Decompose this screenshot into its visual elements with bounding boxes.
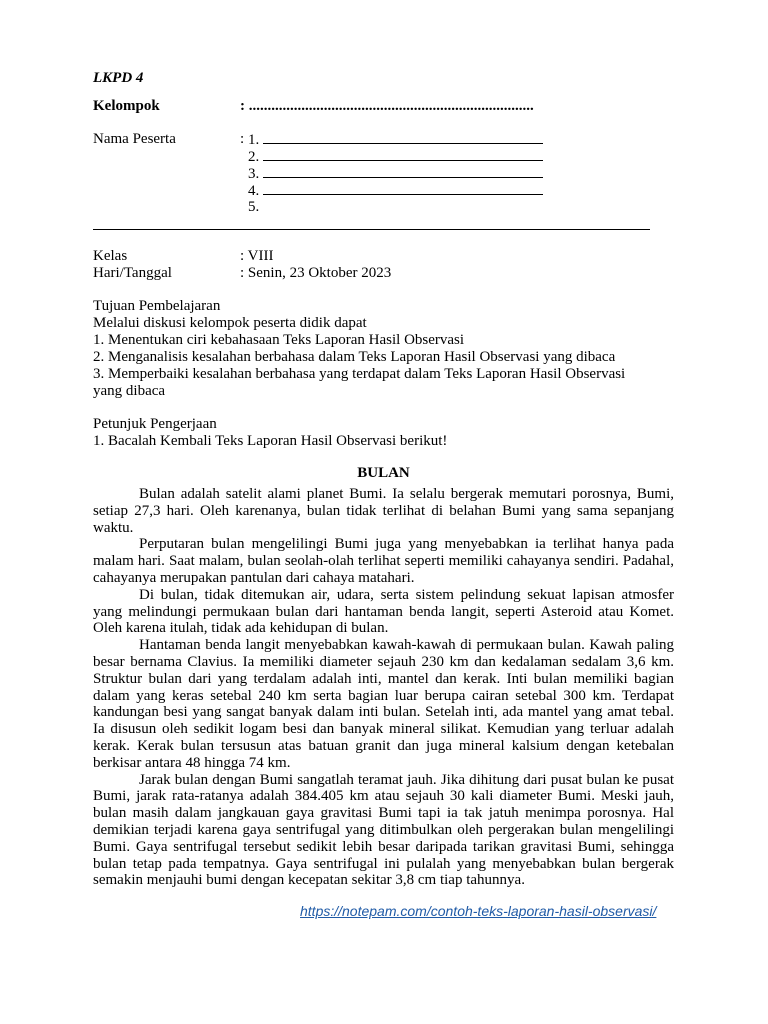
tujuan-section xyxy=(93,298,674,400)
kelompok-field: : ............................................................................ xyxy=(240,98,534,114)
petunjuk-item-1: 1. Bacalah Kembali Teks Laporan Hasil Observasi berikut! xyxy=(93,433,448,449)
nama-peserta-label: Nama Peserta xyxy=(93,131,176,147)
blank-line xyxy=(263,148,543,161)
peserta-line-2 xyxy=(248,148,543,166)
document-title: LKPD 4 xyxy=(93,70,144,86)
story-paragraph: Di bulan, tidak ditemukan air, udara, serta sistem pelindung sekuat lapisan atmosfer yang melindungi permukaan bulan dari hantaman benda langit, seperti Asteroid atau Komet. Oleh karena itulah, tidak ada kehidupan di bulan. xyxy=(93,586,674,637)
kelompok-label: Kelompok xyxy=(93,98,160,114)
tujuan-intro: Melalui diskusi kelompok peserta didik dapat xyxy=(93,315,367,331)
tujuan-heading: Tujuan Pembelajaran xyxy=(93,298,221,314)
peserta-line-4 xyxy=(248,182,543,200)
peserta-number: 4. xyxy=(248,183,260,199)
peserta-number: 1. xyxy=(248,132,260,148)
blank-line xyxy=(263,131,543,144)
story-paragraph: Bulan adalah satelit alami planet Bumi. Ia selalu bergerak memutari porosnya, Bumi, setiap 27,3 hari. Oleh karenanya, bulan tidak terlihat di belahan Bumi yang sama sepanjang waktu. xyxy=(93,486,674,536)
petunjuk-heading: Petunjuk Pengerjaan xyxy=(93,416,217,432)
story-body xyxy=(93,486,674,889)
peserta-number: 5. xyxy=(248,199,260,215)
kelas-label: Kelas xyxy=(93,248,128,264)
peserta-number: 2. xyxy=(248,149,260,165)
story-title: BULAN xyxy=(357,465,410,481)
blank-line xyxy=(263,182,543,195)
story-paragraph: Perputaran bulan mengelilingi Bumi juga yang menyebabkan ia terlihat hanya pada malam hari. Saat malam, bulan seolah-olah terlihat seperti memiliki cahayanya sendiri. Padahal, cahayanya merupakan pantulan dari cahaya matahari. xyxy=(93,536,674,586)
section-divider xyxy=(93,229,650,230)
hari-label: Hari/Tanggal xyxy=(93,265,172,281)
tujuan-item-1: 1. Menentukan ciri kebahasaan Teks Laporan Hasil Observasi xyxy=(93,332,465,348)
tujuan-item-3: 3. Memperbaiki kesalahan berbahasa yang terdapat dalam Teks Laporan Hasil Observasi yang dibaca xyxy=(93,366,626,399)
hari-value: : Senin, 23 Oktober 2023 xyxy=(240,265,392,281)
peserta-line-5 xyxy=(248,199,259,216)
story-paragraph: Hantaman benda langit menyebabkan kawah-kawah di permukaan bulan. Kawah paling besar bernama Clavius. Ia memiliki diameter sejauh 230 km dan kedalaman sedalam 3,6 km. Struktur bulan dari yang terdalam adalah inti, mantel dan kerak. Inti bulan memiliki bagian dalam yang keras setebal 240 km serta bagian luar berupa cairan setebal 300 km. Terdapat kandungan besi yang sangat banyak dalam inti bulan. Setelah inti, ada mantel yang amat tebal. Ia disusun oleh sedikit logam besi dan banyak mineral silikat. Kemudian yang terluar adalah kerak. Kerak bulan tersusun atas batuan granit dan juga mineral kalsium dengan ketebalan berkisar antara 48 hingga 74 km. xyxy=(93,637,674,771)
story-paragraph: Jarak bulan dengan Bumi sangatlah teramat jauh. Jika dihitung dari pusat bulan ke pusat Bumi, jarak rata-ratanya adalah 384.405 km atau sejauh 30 kali diameter Bumi. Meski jauh, bulan masih dalam jangkauan gaya gravitasi Bumi tapi ia tak jatuh menimpa porosnya. Hal demikian terjadi karena gaya sentrifugal yang ditimbulkan oleh pergerakan bulan mengelilingi Bumi. Gaya sentrifugal tersebut sedikit lebih besar daripada tarikan gravitasi Bumi, sehingga bulan tetap pada tempatnya. Gaya sentrifugal ini pulalah yang menyebabkan bulan bergerak semakin menjauhi bumi dengan kecepatan sekitar 3,8 cm tiap tahunnya. xyxy=(93,771,674,889)
peserta-number: 3. xyxy=(248,166,260,182)
tujuan-item-2: 2. Menganalisis kesalahan berbahasa dalam Teks Laporan Hasil Observasi yang dibaca xyxy=(93,349,616,365)
petunjuk-section xyxy=(93,416,674,450)
peserta-line-3 xyxy=(248,165,543,183)
kelas-value: : VIII xyxy=(240,248,274,264)
source-link[interactable]: https://notepam.com/contoh-teks-laporan-hasil-observasi/ xyxy=(300,903,657,919)
peserta-line-1 xyxy=(248,131,543,149)
nama-peserta-colon: : xyxy=(240,131,245,147)
blank-line xyxy=(263,165,543,178)
